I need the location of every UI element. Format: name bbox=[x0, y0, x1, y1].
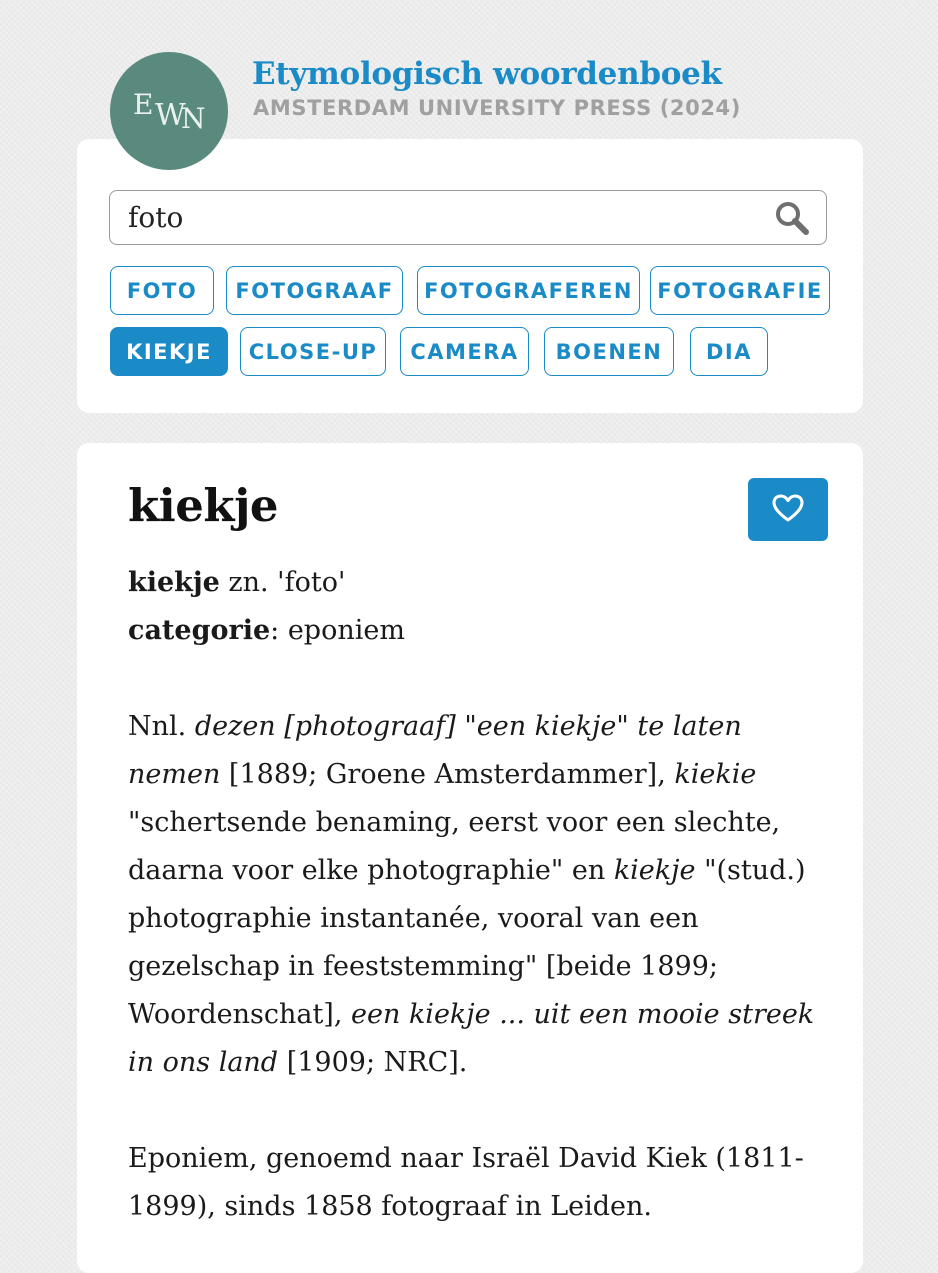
chip-close-up[interactable]: CLOSE-UP bbox=[240, 327, 386, 376]
etym-text: "(stud.) photographie instantanée, vooral van een gezelschap in feeststemming" [beide 1899; Woordenschat], bbox=[128, 855, 806, 1030]
chip-dia[interactable]: DIA bbox=[690, 327, 768, 376]
chip-fotografie[interactable]: FOTOGRAFIE bbox=[650, 266, 830, 315]
favorite-button[interactable] bbox=[748, 478, 828, 541]
category-value: eponiem bbox=[287, 615, 405, 646]
definition-line bbox=[128, 559, 828, 607]
etym-text: [1889; Groene Amsterdammer], bbox=[220, 759, 675, 790]
logo-letter-n: N bbox=[181, 102, 206, 135]
heart-icon bbox=[771, 493, 805, 526]
etym-quote: kiekje bbox=[613, 855, 696, 886]
logo-letter-w: W bbox=[155, 98, 186, 133]
logo[interactable] bbox=[110, 52, 228, 170]
category-label: categorie bbox=[128, 615, 271, 646]
etym-text: [1909; NRC]. bbox=[278, 1047, 468, 1078]
part-of-speech: zn. 'foto' bbox=[219, 567, 346, 598]
search-card bbox=[77, 139, 863, 413]
site-subtitle: AMSTERDAM UNIVERSITY PRESS (2024) bbox=[253, 96, 741, 120]
chip-boenen[interactable]: BOENEN bbox=[544, 327, 674, 376]
category-separator: : bbox=[270, 615, 288, 646]
chip-camera[interactable]: CAMERA bbox=[400, 327, 529, 376]
related-words bbox=[110, 266, 832, 388]
etym-quote: dezen [photograaf] "een kiekje" te laten nemen bbox=[128, 711, 742, 790]
etym-quote: kiekie bbox=[674, 759, 757, 790]
search-input[interactable] bbox=[128, 191, 748, 243]
category-line bbox=[128, 607, 828, 655]
chip-row-2 bbox=[110, 327, 832, 377]
logo-mark bbox=[133, 88, 206, 135]
site-title[interactable]: Etymologisch woordenboek bbox=[252, 56, 722, 92]
chip-foto[interactable]: FOTO bbox=[110, 266, 214, 315]
eponym-paragraph: Eponiem, genoemd naar Israël David Kiek (1811-1899), sinds 1858 fotograaf in Leiden. bbox=[128, 1143, 804, 1222]
etym-quote: een kiekje ... uit een mooie streek in ons land bbox=[128, 999, 815, 1078]
entry-body bbox=[128, 559, 828, 1231]
etymology-paragraph bbox=[128, 703, 828, 1087]
etym-text: Nnl. bbox=[128, 711, 195, 742]
headword: kiekje bbox=[128, 567, 220, 598]
entry-card bbox=[77, 443, 863, 1273]
etym-text: "schertsende benaming, eerst voor een slechte, daarna voor elke photographie" en bbox=[128, 807, 781, 886]
search-icon[interactable] bbox=[774, 200, 810, 236]
chip-fotograferen[interactable]: FOTOGRAFEREN bbox=[417, 266, 640, 315]
chip-kiekje[interactable]: KIEKJE bbox=[110, 327, 228, 376]
search-box bbox=[109, 190, 827, 245]
chip-fotograaf[interactable]: FOTOGRAAF bbox=[226, 266, 403, 315]
chip-row-1 bbox=[110, 266, 832, 316]
spacer bbox=[128, 1087, 828, 1135]
spacer bbox=[128, 655, 828, 703]
entry-title: kiekje bbox=[128, 479, 278, 532]
logo-letter-e: E bbox=[133, 88, 154, 121]
